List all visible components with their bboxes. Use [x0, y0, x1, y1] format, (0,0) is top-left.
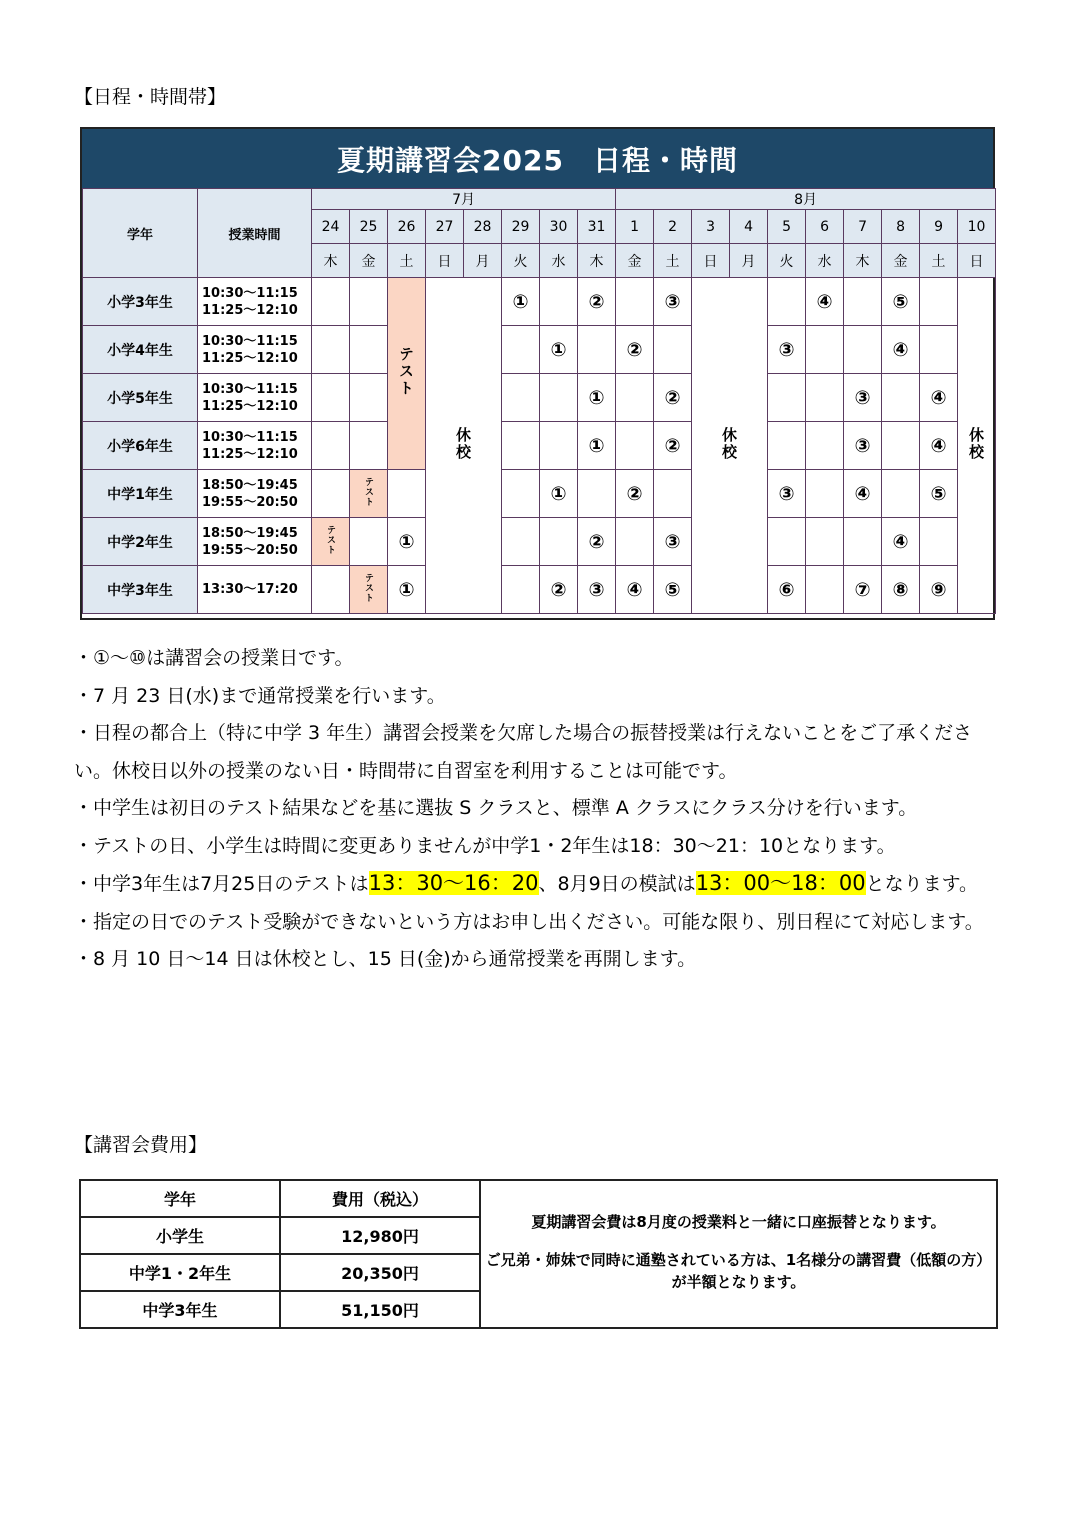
weekday-cell: 火	[502, 244, 540, 278]
empty-cell	[350, 374, 388, 422]
empty-cell	[502, 422, 540, 470]
lesson-mark: ①	[502, 278, 540, 326]
empty-cell	[312, 470, 350, 518]
note-6-highlight-test-time: 13：30～16：20	[368, 871, 539, 895]
lesson-mark: ⑧	[882, 566, 920, 614]
date-cell: 7	[844, 210, 882, 244]
empty-cell	[312, 422, 350, 470]
fee-header-grade: 学年	[80, 1180, 280, 1217]
empty-cell	[350, 278, 388, 326]
empty-cell	[502, 374, 540, 422]
lesson-mark: ④	[882, 518, 920, 566]
fee-cost: 12,980円	[280, 1217, 480, 1254]
weekday-cell: 土	[920, 244, 958, 278]
note-6-text-a: ・中学3年生は7月25日のテストは	[74, 873, 369, 895]
lesson-mark: ②	[578, 518, 616, 566]
closed-cell	[958, 278, 996, 614]
schedule-row	[83, 422, 996, 470]
closed-cell	[692, 278, 768, 614]
empty-cell	[350, 422, 388, 470]
empty-cell	[920, 518, 958, 566]
time-cell	[198, 422, 312, 470]
lesson-mark: ②	[654, 374, 692, 422]
closed-label: 休校	[454, 426, 472, 461]
lesson-mark: ③	[654, 518, 692, 566]
lesson-mark: ④	[844, 470, 882, 518]
schedule-row	[83, 518, 996, 566]
time-cell	[198, 374, 312, 422]
lesson-mark: ④	[616, 566, 654, 614]
fee-note-2: ご兄弟・姉妹で同時に通塾されている方は、1名様分の講習費（低額の方）が半額となります。	[485, 1251, 992, 1291]
fee-cost: 20,350円	[280, 1254, 480, 1291]
date-cell: 8	[882, 210, 920, 244]
lesson-mark: ⑦	[844, 566, 882, 614]
empty-cell	[768, 278, 806, 326]
empty-cell	[768, 518, 806, 566]
weekday-cell: 日	[426, 244, 464, 278]
time-slot-2: 19:55～20:50	[202, 494, 298, 510]
lesson-mark: ④	[920, 374, 958, 422]
empty-cell	[502, 566, 540, 614]
lesson-mark: ②	[616, 470, 654, 518]
schedule-row	[83, 278, 996, 326]
notes	[74, 640, 1009, 979]
test-cell	[350, 470, 388, 518]
time-slot-2: 11:25～12:10	[202, 350, 298, 366]
lesson-mark: ②	[578, 278, 616, 326]
date-cell: 10	[958, 210, 996, 244]
time-slot-1: 18:50～19:45	[202, 477, 298, 493]
fee-header-row	[80, 1180, 997, 1217]
empty-cell	[312, 566, 350, 614]
date-cell: 30	[540, 210, 578, 244]
date-cell: 29	[502, 210, 540, 244]
note-8: ・8 月 10 日～14 日は休校とし、15 日(金)から通常授業を再開します。	[74, 948, 697, 970]
time-slot-1: 10:30～11:15	[202, 285, 298, 301]
empty-cell	[616, 518, 654, 566]
empty-cell	[502, 470, 540, 518]
time-cell	[198, 326, 312, 374]
time-slot-1: 10:30～11:15	[202, 333, 298, 349]
note-1: ・①～⑩は講習会の授業日です。	[74, 647, 354, 669]
fee-note-1: 夏期講習会費は8月度の授業料と一緒に口座振替となります。	[531, 1213, 946, 1231]
lesson-mark: ③	[654, 278, 692, 326]
note-3: ・日程の都合上（特に中学 3 年生）講習会授業を欠席した場合の振替授業は行えないことをご了承ください。休校日以外の授業のない日・時間帯に自習室を利用することは可能です。	[74, 722, 973, 782]
lesson-mark: ③	[844, 422, 882, 470]
date-cell: 1	[616, 210, 654, 244]
lesson-mark: ⑤	[654, 566, 692, 614]
empty-cell	[540, 518, 578, 566]
note-2: ・7 月 23 日(水)まで通常授業を行います。	[74, 684, 446, 707]
schedule-table	[82, 188, 996, 614]
weekday-cell: 火	[768, 244, 806, 278]
time-cell	[198, 278, 312, 326]
schedule-row	[83, 566, 996, 614]
date-cell: 9	[920, 210, 958, 244]
time-cell	[198, 518, 312, 566]
fee-grade: 小学生	[80, 1217, 280, 1254]
weekday-cell: 月	[730, 244, 768, 278]
lesson-mark: ③	[578, 566, 616, 614]
empty-cell	[920, 326, 958, 374]
empty-cell	[806, 422, 844, 470]
empty-cell	[578, 470, 616, 518]
grade-cell: 小学6年生	[83, 422, 198, 470]
weekday-cell: 日	[958, 244, 996, 278]
schedule-title: 夏期講習会2025 日程・時間	[82, 129, 993, 188]
header-row-months	[83, 189, 996, 210]
weekday-cell: 木	[312, 244, 350, 278]
lesson-mark: ③	[844, 374, 882, 422]
grade-cell: 中学1年生	[83, 470, 198, 518]
lesson-mark: ①	[540, 326, 578, 374]
fees-heading: 【講習会費用】	[74, 1134, 208, 1156]
weekday-cell: 土	[388, 244, 426, 278]
empty-cell	[502, 326, 540, 374]
lesson-mark: ①	[578, 422, 616, 470]
empty-cell	[540, 374, 578, 422]
empty-cell	[806, 326, 844, 374]
empty-cell	[616, 374, 654, 422]
weekday-cell: 日	[692, 244, 730, 278]
fee-header-cost: 費用（税込）	[280, 1180, 480, 1217]
date-cell: 26	[388, 210, 426, 244]
lesson-mark: ④	[920, 422, 958, 470]
note-5: ・テストの日、小学生は時間に変更ありませんが中学1・2年生は18：30～21：10となります。	[74, 834, 896, 857]
weekday-cell: 水	[540, 244, 578, 278]
empty-cell	[540, 422, 578, 470]
date-cell: 27	[426, 210, 464, 244]
lesson-mark: ④	[882, 326, 920, 374]
date-cell: 2	[654, 210, 692, 244]
note-4: ・中学生は初日のテスト結果などを基に選抜 S クラスと、標準 A クラスにクラス分けを行います。	[74, 797, 918, 819]
lesson-mark: ②	[616, 326, 654, 374]
date-cell: 31	[578, 210, 616, 244]
lesson-mark: ③	[768, 326, 806, 374]
time-slot-2: 11:25～12:10	[202, 398, 298, 414]
note-6	[74, 865, 1009, 904]
empty-cell	[312, 374, 350, 422]
month-august: 8月	[616, 189, 996, 210]
grade-cell: 中学3年生	[83, 566, 198, 614]
empty-cell	[806, 566, 844, 614]
weekday-cell: 金	[350, 244, 388, 278]
closed-label: 休校	[967, 426, 986, 461]
time-header: 授業時間	[198, 189, 312, 278]
empty-cell	[844, 326, 882, 374]
grade-cell: 小学5年生	[83, 374, 198, 422]
fee-grade: 中学3年生	[80, 1291, 280, 1328]
empty-cell	[616, 278, 654, 326]
time-slot-1: 10:30～11:15	[202, 381, 298, 397]
date-cell: 24	[312, 210, 350, 244]
note-6-text-c: 、8月9日の模試は	[538, 873, 696, 895]
lesson-mark: ⑥	[768, 566, 806, 614]
lesson-mark: ①	[578, 374, 616, 422]
lesson-mark: ②	[654, 422, 692, 470]
lesson-mark: ⑤	[920, 470, 958, 518]
test-label: テスト	[363, 572, 373, 603]
empty-cell	[350, 326, 388, 374]
test-label: テスト	[325, 524, 335, 555]
weekday-cell: 金	[616, 244, 654, 278]
empty-cell	[654, 326, 692, 374]
note-7: ・指定の日でのテスト受験ができないという方はお申し出ください。可能な限り、別日程にて対応します。	[74, 910, 984, 933]
date-cell: 25	[350, 210, 388, 244]
empty-cell	[844, 278, 882, 326]
empty-cell	[806, 518, 844, 566]
time-slot-1: 10:30～11:15	[202, 429, 298, 445]
fee-note	[480, 1180, 997, 1328]
lesson-mark: ①	[388, 518, 426, 566]
grade-header: 学年	[83, 189, 198, 278]
empty-cell	[882, 470, 920, 518]
test-cell	[350, 566, 388, 614]
weekday-cell: 木	[578, 244, 616, 278]
grade-cell: 小学3年生	[83, 278, 198, 326]
schedule-row	[83, 470, 996, 518]
closed-label: 休校	[720, 426, 739, 461]
weekday-cell: 月	[464, 244, 502, 278]
fee-cost: 51,150円	[280, 1291, 480, 1328]
empty-cell	[350, 518, 388, 566]
test-cell	[312, 518, 350, 566]
note-6-text-e: となります。	[865, 873, 979, 895]
note-6-highlight-mock-time: 13：00～18：00	[695, 871, 866, 895]
empty-cell	[388, 470, 426, 518]
lesson-mark: ⑤	[882, 278, 920, 326]
lesson-mark: ③	[768, 470, 806, 518]
weekday-cell: 木	[844, 244, 882, 278]
time-cell	[198, 470, 312, 518]
weekday-cell: 金	[882, 244, 920, 278]
weekday-cell: 土	[654, 244, 692, 278]
empty-cell	[312, 326, 350, 374]
fee-table	[79, 1179, 998, 1329]
test-label: テスト	[397, 346, 415, 397]
empty-cell	[882, 422, 920, 470]
time-slot-2: 11:25～12:10	[202, 302, 298, 318]
lesson-mark: ①	[540, 470, 578, 518]
test-label: テスト	[363, 476, 373, 507]
date-cell: 6	[806, 210, 844, 244]
month-july: 7月	[312, 189, 616, 210]
empty-cell	[882, 374, 920, 422]
empty-cell	[578, 326, 616, 374]
weekday-cell: 水	[806, 244, 844, 278]
date-cell: 28	[464, 210, 502, 244]
closed-cell	[426, 278, 502, 614]
schedule-table-container	[80, 127, 995, 620]
empty-cell	[806, 470, 844, 518]
empty-cell	[768, 374, 806, 422]
schedule-row	[83, 374, 996, 422]
empty-cell	[920, 278, 958, 326]
lesson-mark: ①	[388, 566, 426, 614]
date-cell: 3	[692, 210, 730, 244]
time-slot-1: 18:50～19:45	[202, 525, 298, 541]
lesson-mark: ④	[806, 278, 844, 326]
empty-cell	[768, 422, 806, 470]
time-slot-1: 13:30～17:20	[202, 582, 298, 597]
schedule-row	[83, 326, 996, 374]
date-cell: 4	[730, 210, 768, 244]
empty-cell	[654, 470, 692, 518]
lesson-mark: ⑨	[920, 566, 958, 614]
time-slot-2: 19:55～20:50	[202, 542, 298, 558]
lesson-mark: ②	[540, 566, 578, 614]
empty-cell	[806, 374, 844, 422]
fee-grade: 中学1・2年生	[80, 1254, 280, 1291]
grade-cell: 中学2年生	[83, 518, 198, 566]
empty-cell	[616, 422, 654, 470]
empty-cell	[502, 518, 540, 566]
date-cell: 5	[768, 210, 806, 244]
empty-cell	[540, 278, 578, 326]
grade-cell: 小学4年生	[83, 326, 198, 374]
empty-cell	[312, 278, 350, 326]
test-cell	[388, 278, 426, 470]
time-cell	[198, 566, 312, 614]
time-slot-2: 11:25～12:10	[202, 446, 298, 462]
schedule-heading: 【日程・時間帯】	[74, 86, 227, 108]
empty-cell	[844, 518, 882, 566]
